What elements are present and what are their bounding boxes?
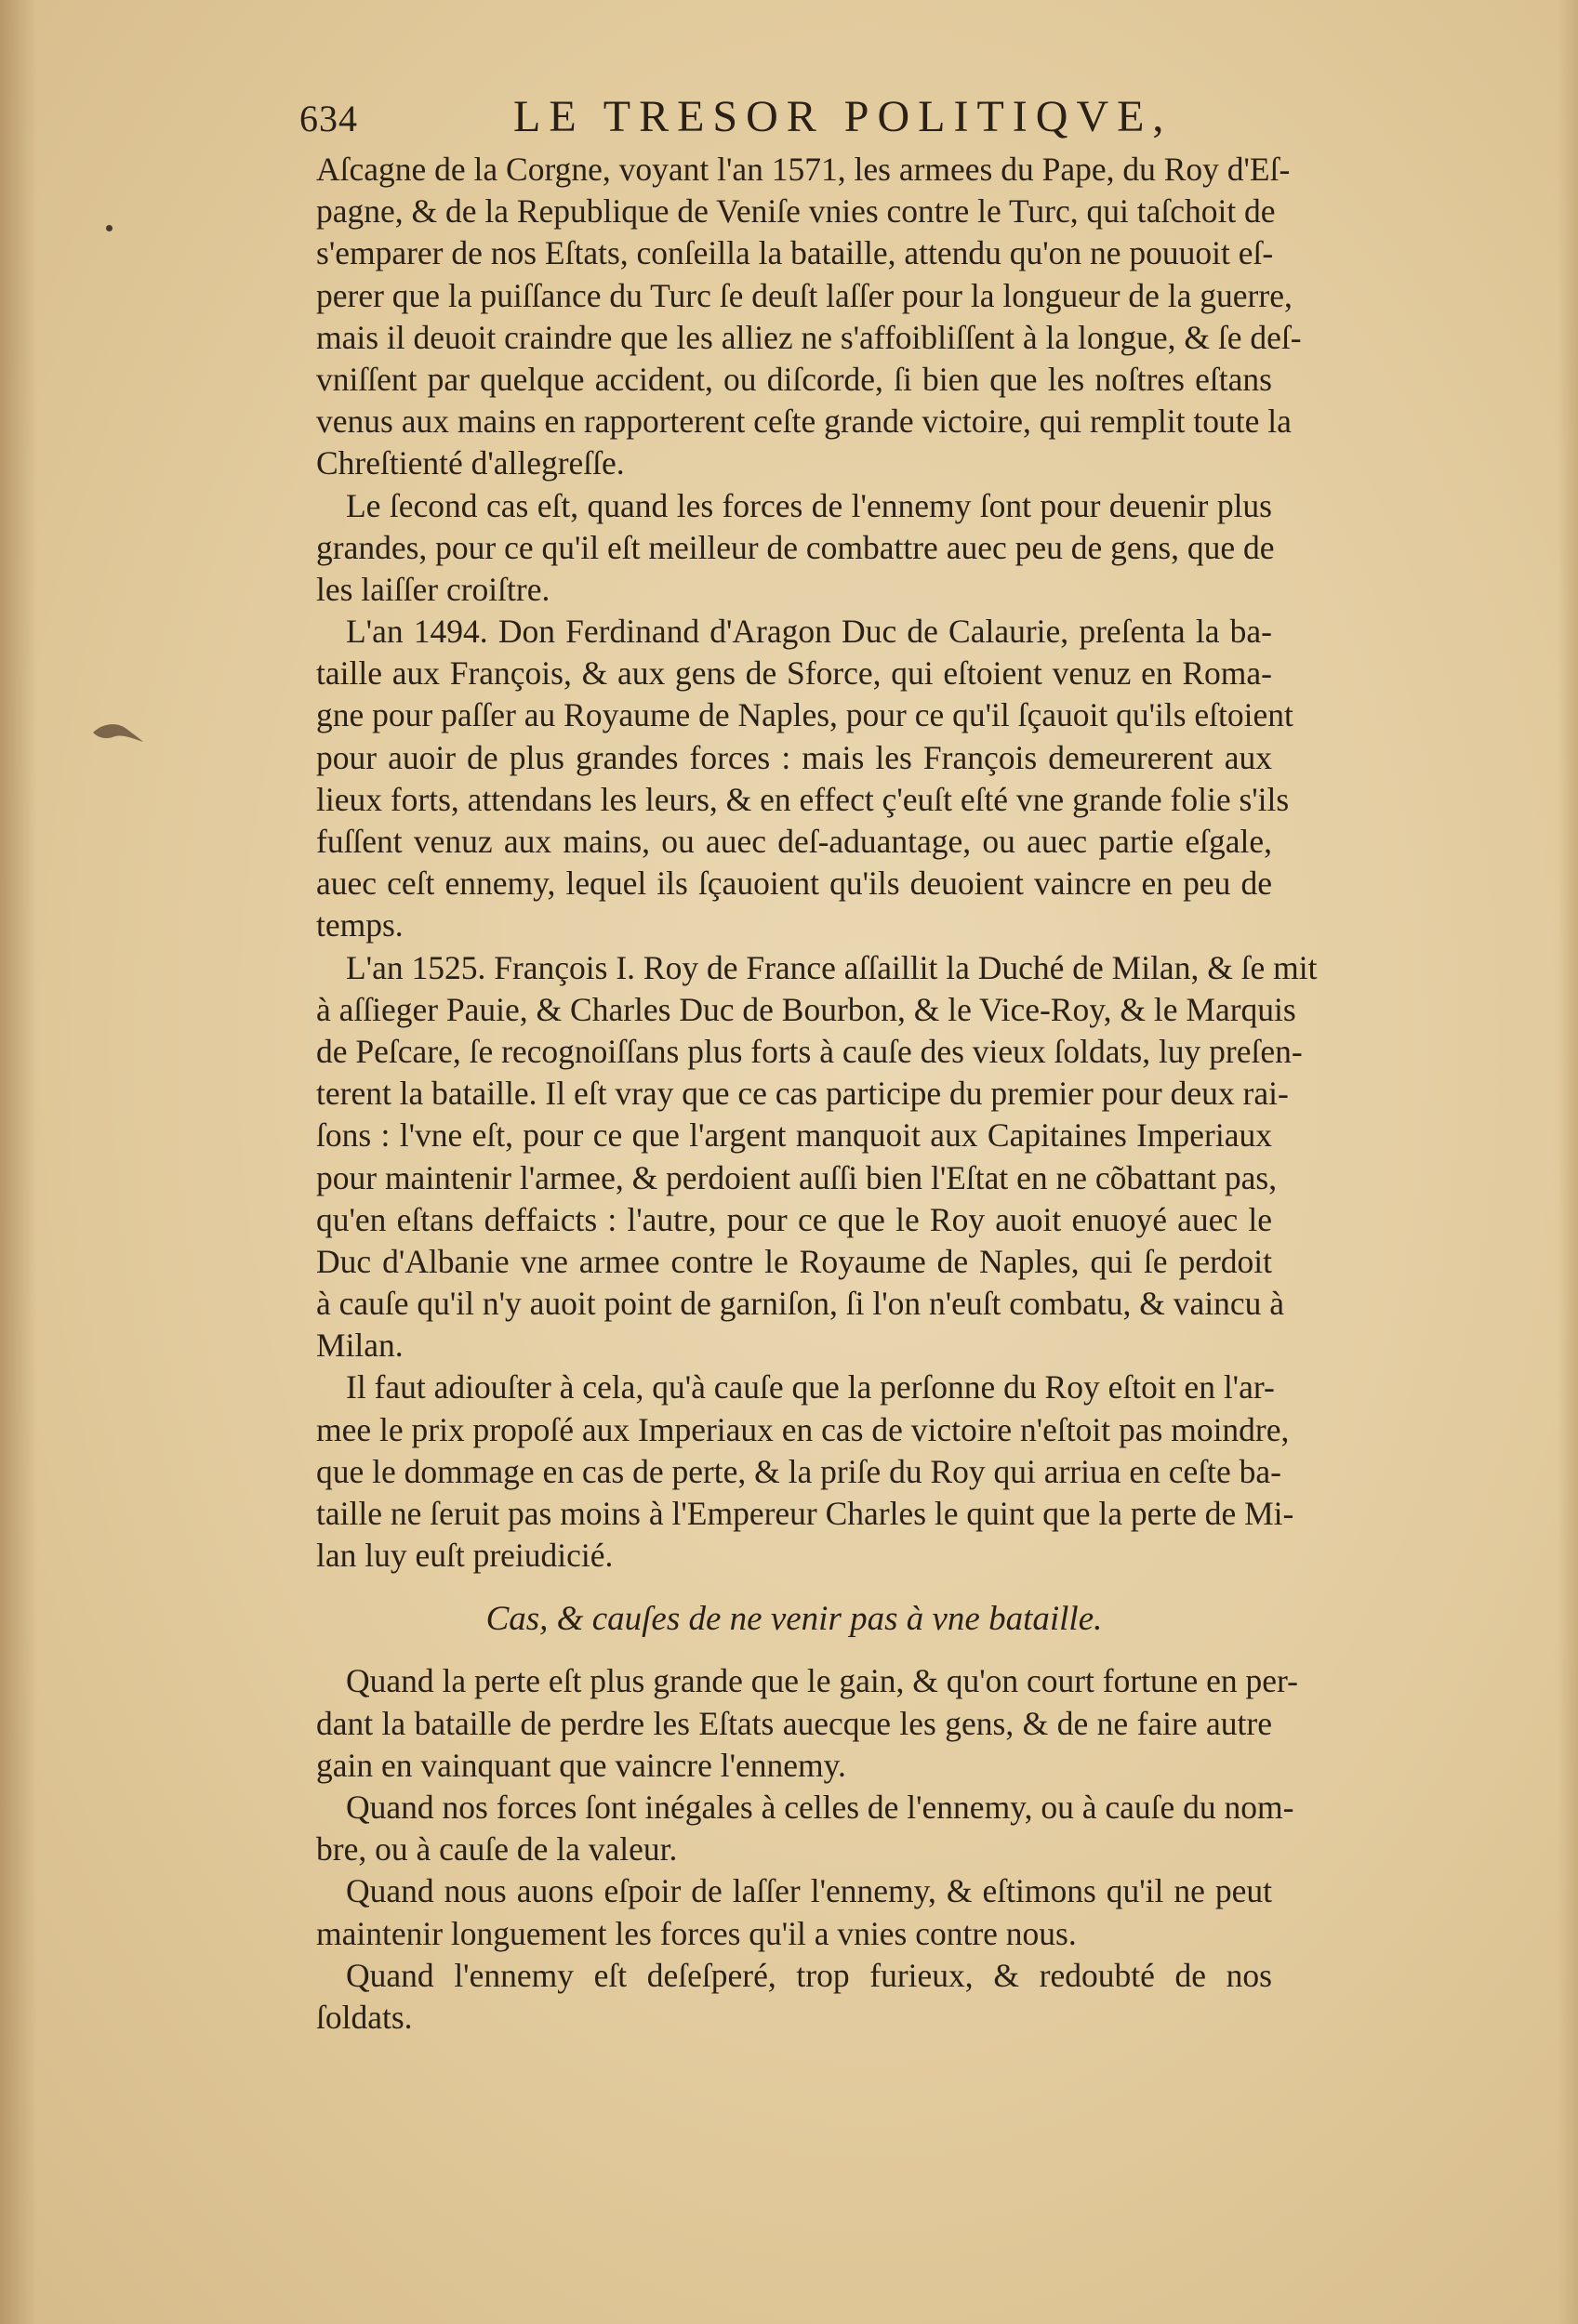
paragraph	[316, 611, 1293, 947]
text-line: Quand nos forces ſont inégales à celles de l'ennemy, ou à cauſe du nom-	[346, 1788, 1294, 1826]
text-line: taille ne ſeruit pas moins à l'Empereur Charles le quint que la perte de Mi-	[316, 1495, 1294, 1532]
page-header	[299, 91, 1283, 147]
text-line: ſons : l'vne eſt, pour ce que l'argent manquoit aux Capitaines Imperiaux	[316, 1116, 1272, 1155]
text-line: lieux forts, attendans les leurs, & en effect ç'euſt eſté vne grande folie s'ils	[316, 780, 1290, 818]
running-title: LE TRESOR POLITIQVE,	[513, 92, 1173, 141]
text-line: que le dommage en cas de perte, & la priſe du Roy qui arriua en ceſte ba-	[316, 1452, 1281, 1490]
text-line: pagne, & de la Republique de Veniſe vnies contre le Turc, qui taſchoit de	[316, 192, 1276, 231]
paragraph	[316, 1787, 1294, 1870]
section-heading: Cas, & cauſes de ne venir pas à vne bataille.	[485, 1600, 1103, 1639]
margin-speck	[106, 225, 113, 231]
text-line: Quand l'ennemy eſt deſeſperé, trop furieux, & redoubté de nos	[346, 1956, 1272, 1994]
paragraph	[316, 1660, 1298, 1787]
paragraph	[316, 485, 1275, 612]
text-line: Le ſecond cas eſt, quand les forces de l'ennemy ſont pour deuenir plus	[346, 486, 1272, 524]
text-line: les laiſſer croiſtre.	[316, 570, 550, 608]
text-line: Quand la perte eſt plus grande que le gain, & qu'on court fortune en per-	[346, 1662, 1298, 1700]
text-line: dant la bataille de perdre les Eſtats auecque les gens, & de ne faire autre	[316, 1704, 1272, 1742]
text-line: terent la bataille. Il eſt vray que ce cas participe du premier pour deux rai-	[316, 1075, 1289, 1113]
text-line: perer que la puiſſance du Turc ſe deuſt laſſer pour la longueur de la guerre,	[316, 276, 1293, 314]
paragraph	[316, 149, 1302, 485]
text-line: venus aux mains en rapporterent ceſte grande victoire, qui remplit toute la	[316, 403, 1292, 441]
text-line: gne pour paſſer au Royaume de Naples, pour ce qu'il ſçauoit qu'ils eſtoient	[316, 696, 1293, 734]
ink-blot-mark	[89, 716, 145, 744]
text-line: gain en vainquant que vaincre l'ennemy.	[316, 1746, 846, 1784]
text-line: taille aux François, & aux gens de Sforce, qui eſtoient venuz en Roma-	[316, 654, 1272, 693]
text-line: Il faut adiouſter à cela, qu'à cauſe que la perſonne du Roy eſtoit en l'ar-	[346, 1368, 1275, 1406]
text-line: maintenir longuement les forces qu'il a vnies contre nous.	[316, 1914, 1077, 1952]
page-edge-shadow	[1558, 0, 1578, 2324]
text-line: à cauſe qu'il n'y auoit point de garniſon, ſi l'on n'euſt combatu, & vaincu à	[316, 1285, 1285, 1323]
text-line: auec ceſt ennemy, lequel ils ſçauoient qu'ils deuoient vaincre en peu de	[316, 865, 1272, 903]
text-line: mais il deuoit craindre que les alliez ne s'affoibliſſent à la longue, & ſe deſ-	[316, 318, 1302, 356]
text-line: grandes, pour ce qu'il eſt meilleur de combattre auec peu de gens, que de	[316, 528, 1275, 566]
paragraph	[316, 1367, 1294, 1577]
text-line: L'an 1494. Don Ferdinand d'Aragon Duc de Calaurie, preſenta la ba-	[346, 613, 1272, 651]
body-text	[316, 149, 1318, 2039]
text-line: temps.	[316, 906, 404, 944]
text-line: de Peſcare, ſe recognoiſſans plus forts à cauſe des vieux ſoldats, luy preſen-	[316, 1032, 1303, 1070]
text-line: fuſſent venuz aux mains, ou auec deſ-aduantage, ou auec partie eſgale,	[316, 823, 1272, 860]
text-line: pour maintenir l'armee, & perdoient auſſi bien l'Eſtat en ne cõbattant pas,	[316, 1158, 1278, 1196]
text-line: vniſſent par quelque accident, ou diſcorde, ſi bien que les noſtres eſtans	[316, 360, 1272, 398]
text-line: mee le prix propoſé aux Imperiaux en cas de victoire n'eſtoit pas moindre,	[316, 1410, 1290, 1448]
text-line: Milan.	[316, 1327, 404, 1365]
text-line: s'emparer de nos Eſtats, conſeilla la bataille, attendu qu'on ne pouuoit eſ-	[316, 234, 1274, 272]
text-line: lan luy euſt preiudicié.	[316, 1537, 614, 1575]
paragraph	[316, 947, 1318, 1367]
paragraph	[316, 1955, 1272, 2039]
text-line: L'an 1525. François I. Roy de France aſſaillit la Duché de Milan, & ſe mit	[346, 948, 1318, 986]
text-line: Quand nous auons eſpoir de laſſer l'ennemy, & eſtimons qu'il ne peut	[346, 1872, 1272, 1910]
text-line: Duc d'Albanie vne armee contre le Royaume de Naples, qui ſe perdoit	[316, 1242, 1272, 1280]
gutter-shadow	[0, 0, 37, 2324]
page-number: 634	[299, 98, 358, 139]
text-line: qu'en eſtans deffaicts : l'autre, pour ce que le Roy auoit enuoyé auec le	[316, 1200, 1272, 1238]
text-line: bre, ou à cauſe de la valeur.	[316, 1830, 678, 1868]
paragraph	[316, 1870, 1272, 1954]
text-line: pour auoir de plus grandes forces : mais les François demeurerent aux	[316, 738, 1272, 776]
text-line: Chreſtienté d'allegreſſe.	[316, 444, 625, 482]
text-line: ſoldats.	[316, 1998, 413, 2036]
text-line: Aſcagne de la Corgne, voyant l'an 1571, les armees du Pape, du Roy d'Eſ-	[316, 151, 1291, 188]
text-line: à aſſieger Pauie, & Charles Duc de Bourbon, & le Vice-Roy, & le Marquis	[316, 990, 1296, 1028]
